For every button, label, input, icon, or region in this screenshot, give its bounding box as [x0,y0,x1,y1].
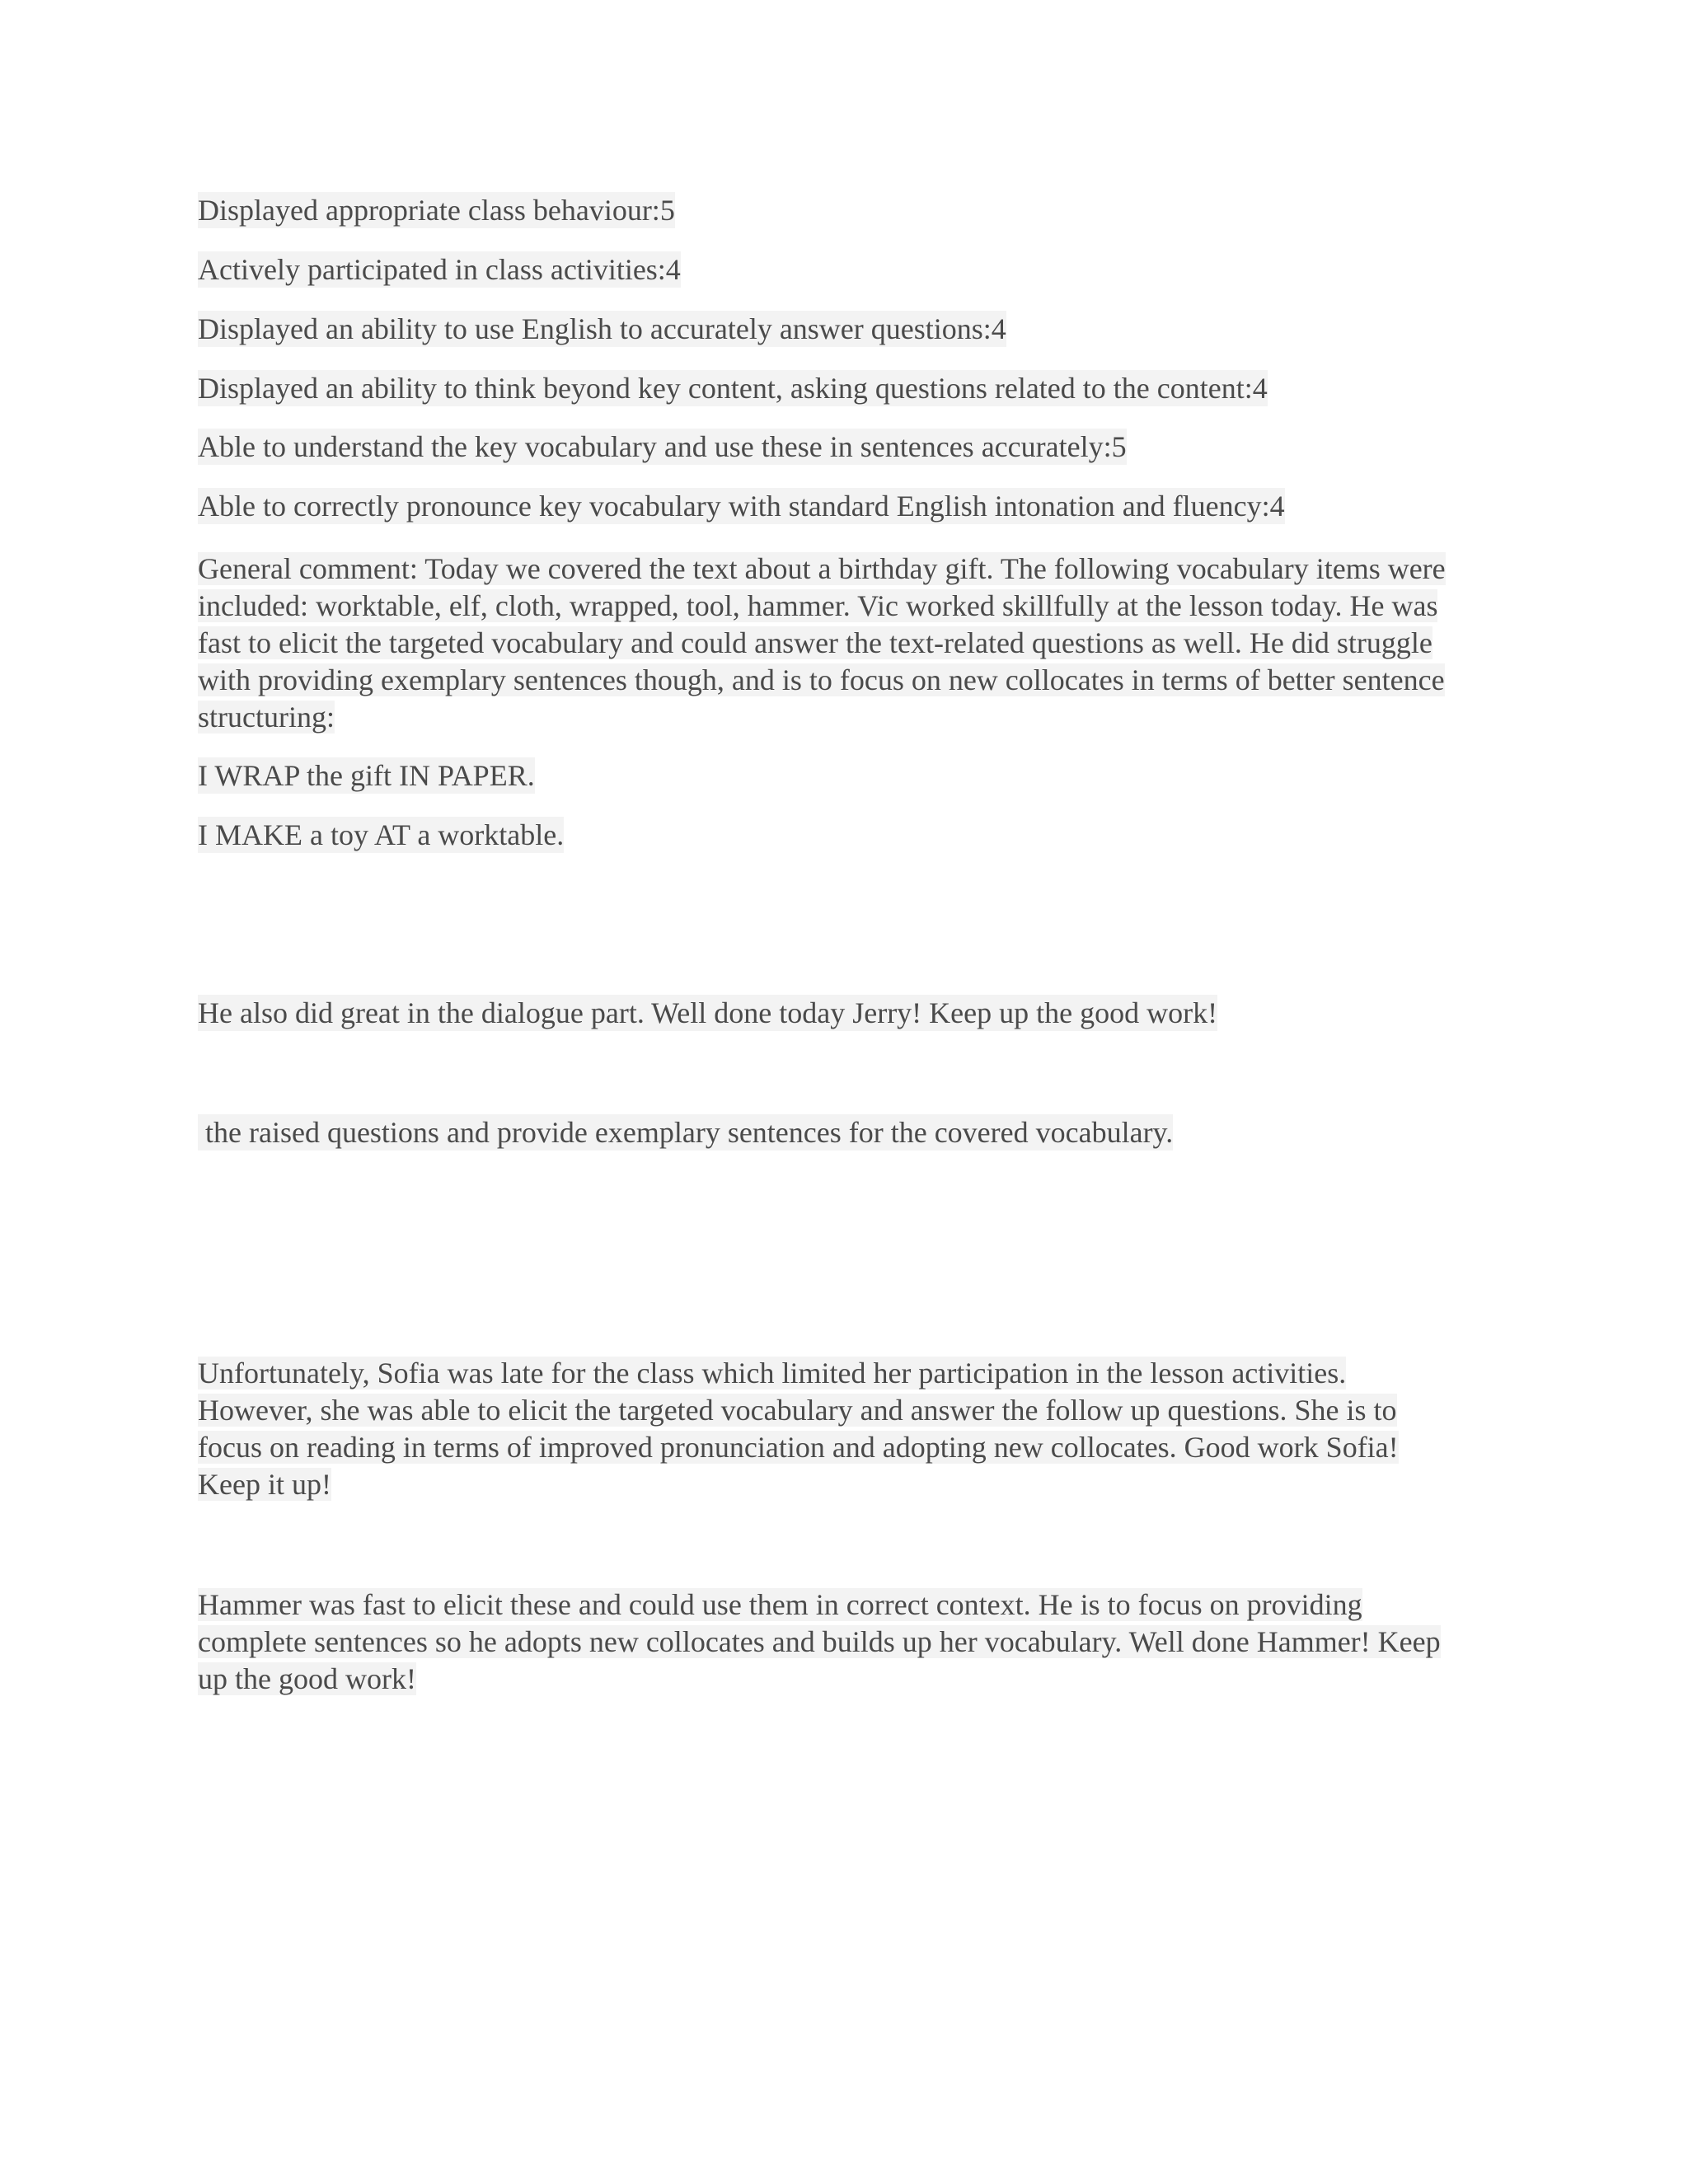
general-comment-line: fast to elicit the targeted vocabulary and could answer the text-related questions as well. He did struggle [198,626,1432,659]
hammer-comment-line: up the good work! [198,1662,416,1695]
general-comment-line: structuring: [198,701,335,733]
general-comment-paragraph [198,551,1490,736]
fragment-comment: the raised questions and provide exemplary sentences for the covered vocabulary. [198,1116,1174,1149]
example-sentence-make: I MAKE a toy AT a worktable. [198,818,565,851]
rating-participation: Actively participated in class activities:4 [198,253,681,286]
rating-beyond-content: Displayed an ability to think beyond key content, asking questions related to the content:4 [198,372,1268,405]
sofia-comment-line: Unfortunately, Sofia was late for the class which limited her participation in the lesson activities. [198,1357,1347,1390]
sofia-comment-paragraph [198,1355,1490,1503]
hammer-comment-line: Hammer was fast to elicit these and could use them in correct context. He is to focus on providing [198,1588,1362,1621]
hammer-comment-line: complete sentences so he adopts new collocates and builds up her vocabulary. Well done Hammer! Keep [198,1625,1441,1658]
jerry-comment: He also did great in the dialogue part. Well done today Jerry! Keep up the good work! [198,996,1218,1029]
rating-behaviour: Displayed appropriate class behaviour:5 [198,194,675,227]
example-sentence-wrap: I WRAP the gift IN PAPER. [198,759,535,792]
sofia-comment-line: However, she was able to elicit the targeted vocabulary and answer the follow up questions. She is to [198,1394,1397,1427]
rating-english-answers: Displayed an ability to use English to accurately answer questions:4 [198,312,1006,345]
general-comment-line: General comment: Today we covered the text about a birthday gift. The following vocabulary items were [198,552,1446,585]
sofia-comment-line: focus on reading in terms of improved pronunciation and adopting new collocates. Good work Sofia! [198,1431,1399,1464]
general-comment-line: included: worktable, elf, cloth, wrapped, tool, hammer. Vic worked skillfully at the lesson today. He was [198,589,1438,622]
rating-vocabulary-use: Able to understand the key vocabulary and use these in sentences accurately:5 [198,430,1127,463]
hammer-comment-paragraph [198,1586,1490,1698]
rating-pronunciation: Able to correctly pronounce key vocabulary with standard English intonation and fluency:4 [198,490,1285,523]
sofia-comment-line: Keep it up! [198,1468,331,1501]
general-comment-line: with providing exemplary sentences though, and is to focus on new collocates in terms of better sentence [198,663,1445,696]
